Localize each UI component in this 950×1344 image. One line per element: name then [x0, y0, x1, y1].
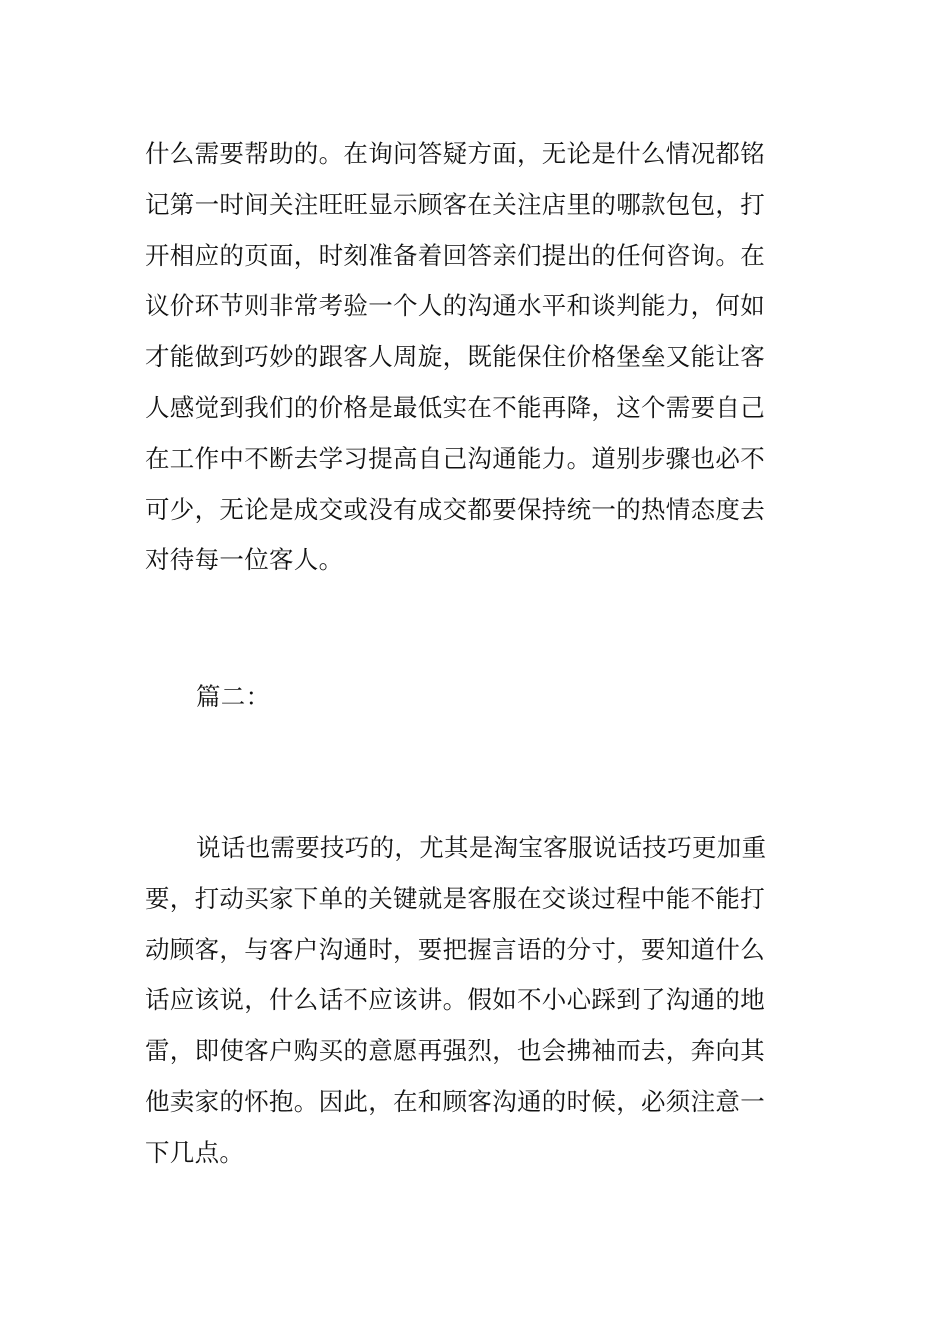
paragraph-line: 要，打动买家下单的关键就是客服在交谈过程中能不能打	[145, 883, 765, 913]
paragraph-line: 他卖家的怀抱。因此，在和顾客沟通的时候，必须注意一	[145, 1086, 765, 1116]
paragraph-line: 什么需要帮助的。在询问答疑方面，无论是什么情况都铭	[145, 139, 765, 168]
paragraph-line: 可少，无论是成交或没有成交都要保持统一的热情态度去	[145, 494, 765, 524]
paragraph-line: 说话也需要技巧的，尤其是淘宝客服说话技巧更加重	[196, 833, 767, 862]
paragraph-line: 雷，即使客户购买的意愿再强烈，也会拂袖而去，奔向其	[145, 1036, 765, 1066]
paragraph-line: 话应该说，什么话不应该讲。假如不小心踩到了沟通的地	[145, 985, 765, 1015]
paragraph-line: 对待每一位客人。	[145, 545, 344, 575]
paragraph-2	[145, 823, 805, 1179]
paragraph-line: 动顾客，与客户沟通时，要把握言语的分寸，要知道什么	[145, 934, 765, 964]
paragraph-line: 记第一时间关注旺旺显示顾客在关注店里的哪款包包，打	[145, 189, 765, 219]
paragraph-line: 议价环节则非常考验一个人的沟通水平和谈判能力，何如	[145, 291, 765, 321]
section-heading-text: 篇二：	[196, 682, 271, 711]
paragraph-line: 人感觉到我们的价格是最低实在不能再降，这个需要自己	[145, 392, 765, 422]
paragraph-line: 才能做到巧妙的跟客人周旋，既能保住价格堡垒又能让客	[145, 342, 765, 372]
paragraph-line: 下几点。	[145, 1137, 245, 1167]
paragraph-line: 开相应的页面，时刻准备着回答亲们提出的任何咨询。在	[145, 240, 765, 270]
section-heading	[145, 672, 805, 723]
paragraph-1	[145, 129, 805, 586]
paragraph-line: 在工作中不断去学习提高自己沟通能力。道别步骤也必不	[145, 443, 765, 473]
